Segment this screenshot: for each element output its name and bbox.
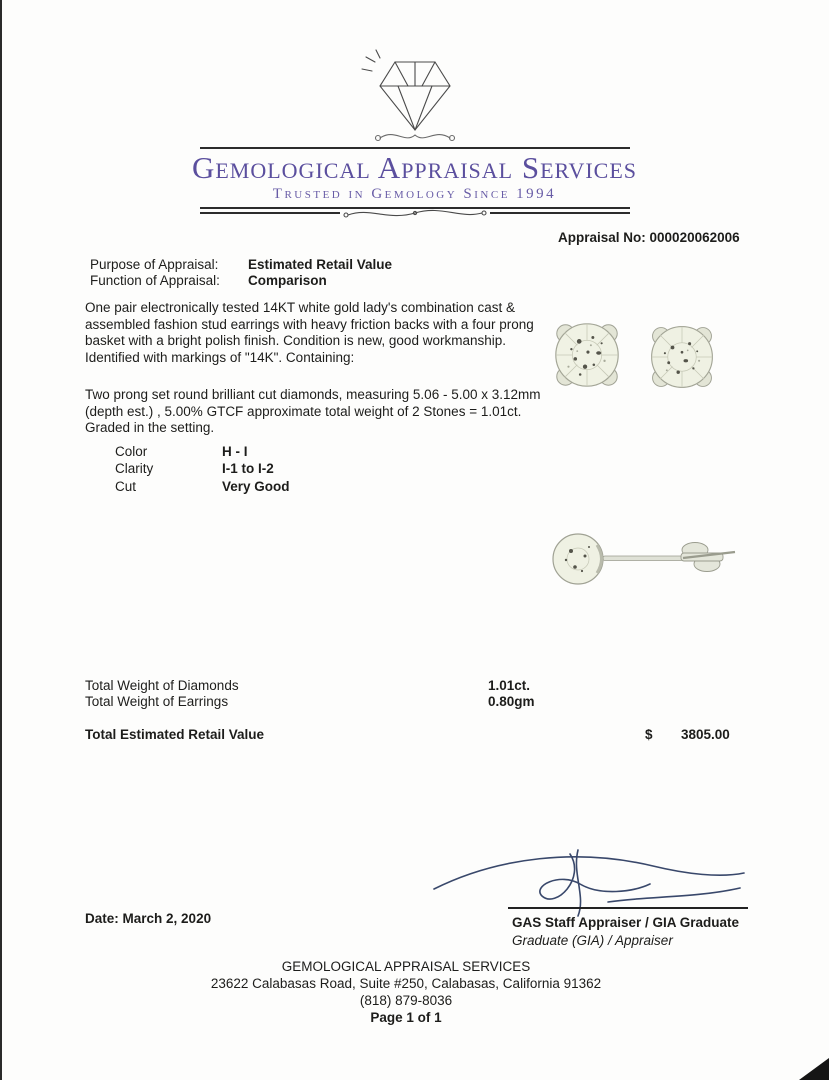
appraisal-number-value: 000020062006 [649, 230, 740, 245]
appraisal-number [558, 230, 740, 245]
earring-top-view-right-image [644, 319, 720, 395]
brand-logo-diamond-icon [350, 48, 480, 148]
appraiser-title: GAS Staff Appraiser / GIA Graduate [512, 915, 740, 930]
title-rule-bottom-right [490, 212, 630, 214]
purpose-value: Estimated Retail Value [248, 257, 393, 272]
date-label: Date: [85, 911, 119, 926]
signature-image [428, 843, 753, 921]
date-line [85, 911, 211, 926]
diamonds-weight-value: 1.01ct. [488, 678, 531, 693]
retail-total-amount: 3805.00 [681, 727, 730, 742]
description-paragraph-2: Two prong set round brilliant cut diamonds, measuring 5.06 - 5.00 x 3.12mm (depth est.) , 5.00% GTCF approximate total weight of 2 Stones = 1.01ct. Graded in the setting. [85, 387, 541, 435]
scan-artifact-corner [799, 1058, 829, 1080]
footer-org-name: GEMOLOGICAL APPRAISAL SERVICES [281, 959, 531, 974]
diamonds-weight-label: Total Weight of Diamonds [85, 678, 239, 693]
purpose-label: Purpose of Appraisal: [90, 257, 219, 272]
title-rule-top [200, 147, 630, 149]
color-value: H - I [222, 444, 248, 459]
color-label: Color [115, 444, 148, 459]
footer-phone: (818) 879-8036 [359, 993, 453, 1008]
title-rule-bottom-left [200, 212, 340, 214]
clarity-label: Clarity [115, 461, 154, 476]
signature-line [508, 907, 748, 909]
cut-value: Very Good [222, 479, 290, 494]
description-paragraph-1: One pair electronically tested 14KT white gold lady's combination cast & assembled fashion stud earrings with heavy friction backs with a four prong basket with a bright polish finish. Condition is new, good workmanship. Identified with markings of "14K". Containing: [85, 300, 534, 365]
earring-top-view-left-image [548, 316, 626, 394]
earring-side-view-image [545, 522, 743, 600]
earrings-weight-value: 0.80gm [488, 694, 535, 709]
retail-total-label: Total Estimated Retail Value [85, 727, 265, 742]
appraisal-number-label: Appraisal No: [558, 230, 646, 245]
cut-label: Cut [115, 479, 137, 494]
org-tagline: Trusted in Gemology Since 1994 [272, 186, 557, 202]
appraiser-subtitle: Graduate (GIA) / Appraiser [512, 933, 673, 948]
clarity-value: I-1 to I-2 [222, 461, 274, 476]
footer-address: 23622 Calabasas Road, Suite #250, Calabasas, California 91362 [210, 976, 602, 991]
footer [0, 958, 812, 1026]
retail-total-currency: $ [645, 727, 653, 742]
org-title: Gemological Appraisal Services [191, 150, 638, 185]
scroll-flourish-icon [340, 203, 490, 223]
earrings-weight-label: Total Weight of Earrings [85, 694, 229, 709]
function-value: Comparison [248, 273, 327, 288]
date-value: March 2, 2020 [122, 911, 212, 926]
footer-page-number: Page 1 of 1 [370, 1010, 442, 1025]
function-label: Function of Appraisal: [90, 273, 220, 288]
